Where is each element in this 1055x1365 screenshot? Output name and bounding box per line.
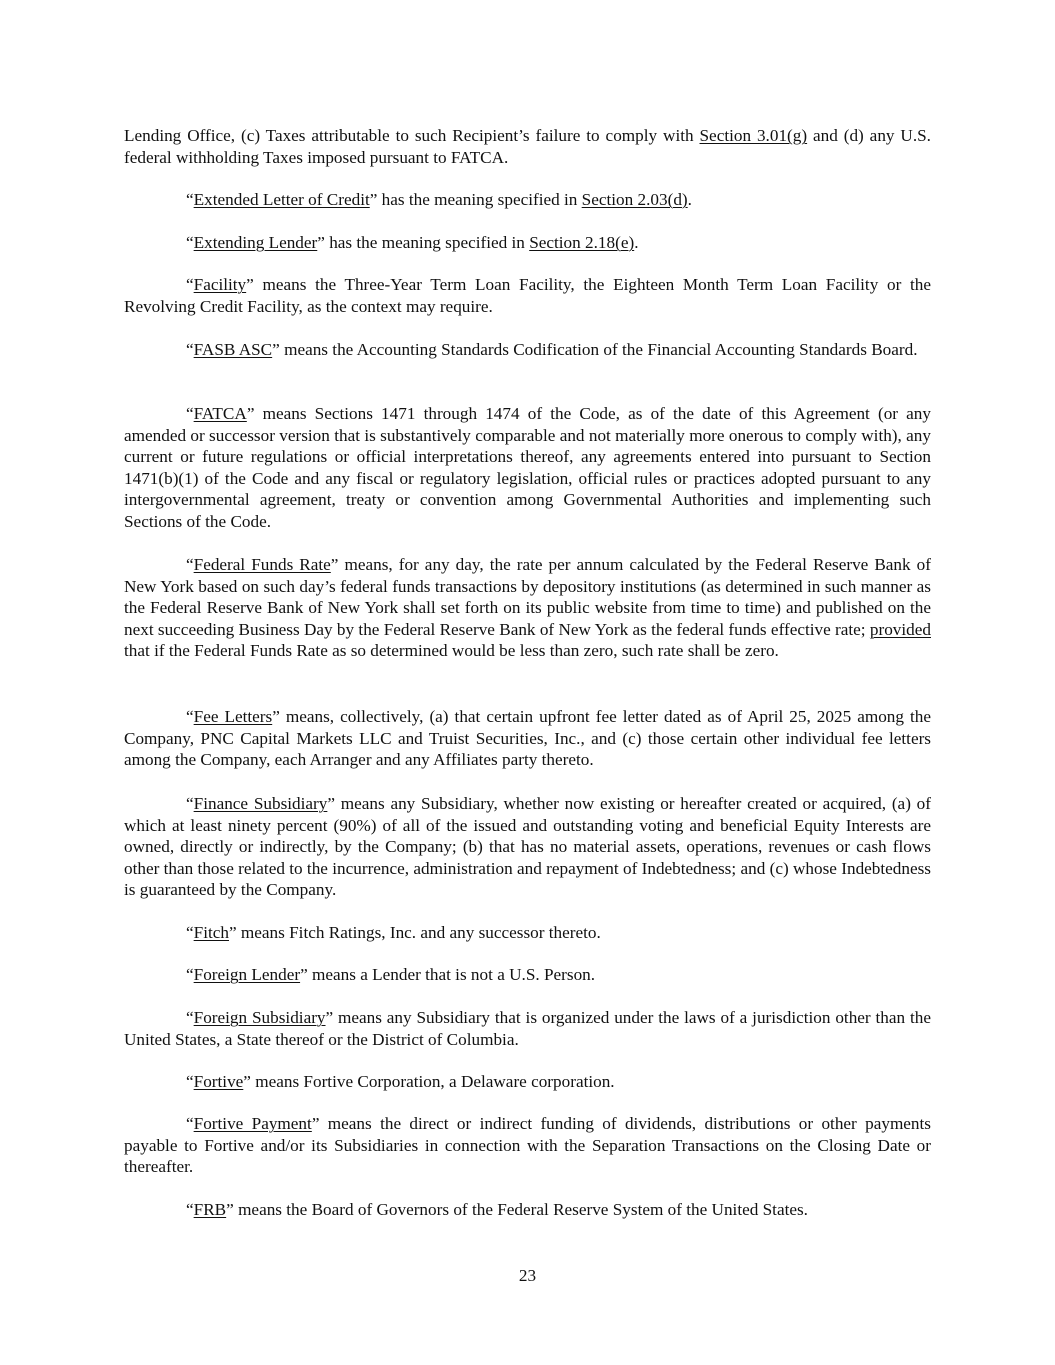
definition-fortive-payment: “Fortive Payment” means the direct or indirect funding of dividends, distributions or other payments payable to Fortive and/or its Subsidiaries in connection with the Separation Transactions on the Closing Date or thereafter. (124, 1114, 931, 1177)
definition-fee-letters: “Fee Letters” means, collectively, (a) that certain upfront fee letter dated as of April 25, 2025 among the Company, PNC Capital Markets LLC and Truist Securities, Inc., and (c) those certain other individual fee letters among the Company, each Arranger and any Affiliates party thereto. (124, 707, 931, 770)
definition-frb: “FRB” means the Board of Governors of the Federal Reserve System of the United States. (186, 1200, 808, 1219)
defined-term: Finance Subsidiary (193, 794, 328, 813)
provided-term: provided (869, 619, 931, 639)
definition-fasb-asc: “FASB ASC” means the Accounting Standards Codification of the Financial Accounting Standards Board. (186, 340, 918, 359)
definition-fatca: “FATCA” means Sections 1471 through 1474 of the Code, as of the date of this Agreement (or any amended or successor version that is substantively comparable and not materially more onerous to comply with), any current or future regulations or official interpretations thereof, any agreements entered into pursuant to Section 1471(b)(1) of the Code and any fiscal or regulatory legislation, official rules or practices adopted pursuant to any intergovernmental agreement, treaty or convention among Governmental Authorities and implementing such Sections of the Code. (124, 404, 931, 531)
paragraph-text: Lending Office, (c) Taxes attributable to such Recipient’s failure to comply with (124, 126, 700, 145)
definition-facility: “Facility” means the Three-Year Term Loan Facility, the Eighteen Month Term Loan Facility or the Revolving Credit Facility, as the context may require. (124, 275, 931, 316)
defined-term: Federal Funds Rate (193, 555, 331, 574)
definition-foreign-subsidiary: “Foreign Subsidiary” means any Subsidiary that is organized under the laws of a jurisdiction other than the United States, a State thereof or the District of Columbia. (124, 1008, 931, 1049)
section-reference: Section 2.03(d) (581, 190, 688, 209)
defined-term: Foreign Lender (193, 965, 301, 984)
definition-federal-funds-rate: “Federal Funds Rate” means, for any day, the rate per annum calculated by the Federal Reserve Bank of New York based on such day’s federal funds transactions by depository institutions (as determined in such manner as the Federal Reserve Bank of New York shall set forth on its public website from time to time) and published on the next succeeding Business Day by the Federal Reserve Bank of New York as the federal funds effective rate; provided that if the Federal Funds Rate as so determined would be less than zero, such rate shall be zero. (124, 555, 931, 661)
defined-term: FATCA (193, 404, 247, 423)
defined-term: Fitch (193, 923, 229, 942)
paragraph-text: and (d) any U.S. federal withholding Taxes imposed pursuant to FATCA. (124, 126, 931, 167)
defined-term: Fortive (193, 1072, 244, 1091)
defined-term: Facility (193, 275, 247, 294)
definition-foreign-lender: “Foreign Lender” means a Lender that is not a U.S. Person. (186, 965, 596, 984)
defined-term: Foreign Subsidiary (193, 1008, 326, 1027)
paragraph-continuation (124, 125, 931, 168)
section-reference: Section 2.18(e) (529, 233, 635, 252)
defined-term: FRB (193, 1200, 227, 1219)
definition-extending-lender: “Extending Lender” has the meaning specified in Section 2.18(e). (186, 233, 639, 252)
defined-term: Extended Letter of Credit (193, 190, 370, 209)
definition-fitch: “Fitch” means Fitch Ratings, Inc. and any successor thereto. (186, 923, 601, 942)
defined-term: Fortive Payment (193, 1114, 312, 1133)
defined-term: Fee Letters (193, 707, 273, 726)
definition-fortive: “Fortive” means Fortive Corporation, a Delaware corporation. (186, 1072, 615, 1091)
definition-finance-subsidiary: “Finance Subsidiary” means any Subsidiary, whether now existing or hereafter created or acquired, (a) of which at least ninety percent (90%) of all of the issued and outstanding voting and beneficial Equity Interests are owned, directly or indirectly, by the Company; (b) that has no material assets, operations, revenues or cash flows other than those related to the incurrence, administration and repayment of Indebtedness; and (c) whose Indebtedness is guaranteed by the Company. (124, 794, 932, 900)
defined-term: FASB ASC (193, 340, 273, 359)
section-reference: Section 3.01(g) (699, 126, 808, 145)
definition-extended-letter-of-credit: “Extended Letter of Credit” has the meaning specified in Section 2.03(d). (186, 190, 692, 209)
defined-term: Extending Lender (193, 233, 318, 252)
page-number: 23 (518, 1266, 537, 1285)
